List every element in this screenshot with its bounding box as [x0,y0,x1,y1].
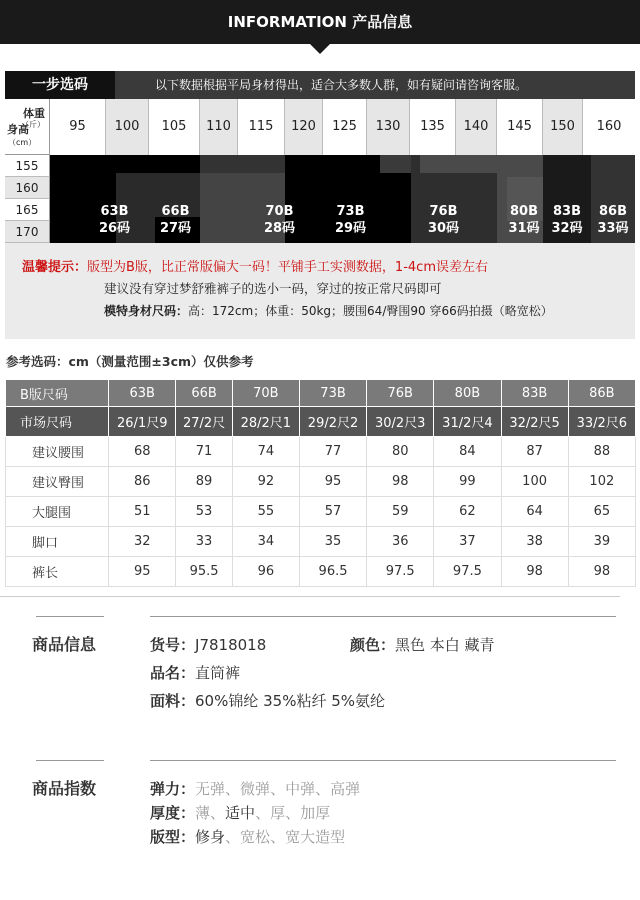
table-cell: 建议臀围 [6,467,109,497]
table-cell: 59 [367,497,434,527]
model-text: 高：172cm；体重：50kg；腰围64/臀围90 穿66码拍摄（略宽松） [188,304,553,318]
size-label-73b [323,203,378,237]
table-cell: 51 [109,497,176,527]
size-waist: 26码 [98,221,131,236]
size-grid [5,99,635,309]
table-cell: 31/2尺4 [434,407,501,437]
product-info-title: 商品信息 [32,635,97,654]
table-cell: 30/2尺3 [367,407,434,437]
size-label-63b [87,203,142,237]
table-cell: 89 [176,467,232,497]
table-cell: 88 [568,437,635,467]
table-cell: 74 [232,437,299,467]
weight-cell: 120 [285,99,323,155]
weight-cell: 105 [149,99,200,155]
table-cell: 62 [434,497,501,527]
table-cell: 96 [232,557,299,587]
size-waist: 29码 [334,221,367,236]
table-cell: 35 [299,527,366,557]
weight-cell: 150 [543,99,583,155]
table-cell: 33/2尺6 [568,407,635,437]
model-info [104,302,553,319]
table-cell: 70B [232,380,299,407]
table-row [6,467,636,497]
divider [36,616,104,617]
height-cell: 155 [5,155,50,177]
divider [36,760,104,761]
table-row [6,557,636,587]
table-cell: 53 [176,497,232,527]
reference-title: 参考选码：cm（测量范围±3cm）仅供参考 [6,354,254,369]
size-waist: 31码 [508,221,540,236]
size-code: 73B [336,204,365,219]
table-cell: 28/2尺1 [232,407,299,437]
table-cell: 市场尺码 [6,407,109,437]
table-header-row [6,380,636,407]
height-cell: 165 [5,199,50,221]
size-selector-panel [5,71,635,339]
table-cell: 77 [299,437,366,467]
size-waist: 27码 [159,221,192,236]
table-cell: 86 [109,467,176,497]
size-waist: 33码 [597,221,629,236]
table-cell: 86B [568,380,635,407]
color-value: 黑色 本白 藏青 [395,636,495,654]
option-selected: 修身 [195,828,226,846]
table-cell: 71 [176,437,232,467]
table-header-row [6,407,636,437]
name-value: 直筒裤 [195,664,241,682]
option: 中弹 [285,780,316,798]
size-code: 86B [599,204,627,219]
table-cell: 34 [232,527,299,557]
weight-cell: 160 [583,99,635,155]
size-code: 63B [100,204,129,219]
table-cell: 102 [568,467,635,497]
table-cell: 32/2尺5 [501,407,568,437]
elastic-index: 弹力：无弹、微弹、中弹、高弹 [150,780,361,798]
size-label-80b [500,203,548,237]
table-cell: 80B [434,380,501,407]
size-block-70b-top [200,155,285,173]
size-label-70b [252,203,307,237]
table-row [6,497,636,527]
option: 高弹 [330,780,361,798]
step-bar [5,71,635,99]
table-cell: 98 [501,557,568,587]
table-cell: 65 [568,497,635,527]
size-code: 83B [553,204,581,219]
table-row [6,527,636,557]
table-cell: 63B [109,380,176,407]
tip-line-1 [22,256,488,275]
weight-unit: （斤） [21,120,45,129]
step-title: 一步选码 [5,71,115,99]
size-label-83b [543,203,591,237]
size-label-66b [148,203,203,237]
table-cell: 84 [434,437,501,467]
option: 宽松 [240,828,271,846]
color-label: 颜色： [350,636,396,654]
thickness-label: 厚度： [150,804,196,822]
option: 微弹 [240,780,271,798]
table-cell: 76B [367,380,434,407]
table-cell: B版尺码 [6,380,109,407]
table-cell: 98 [568,557,635,587]
table-cell: 68 [109,437,176,467]
table-cell: 80 [367,437,434,467]
weight-cell: 135 [410,99,456,155]
option: 厚 [270,804,286,822]
fabric-info [150,690,385,711]
product-index-title: 商品指数 [32,779,97,798]
size-code: 80B [510,204,538,219]
size-code: 66B [161,204,190,219]
step-note: 以下数据根据平局身材得出，适合大多数人群，如有疑问请咨询客服。 [155,78,528,92]
tip-line-2: 建议没有穿过梦舒雅裤子的选小一码，穿过的按正常尺码即可 [104,281,442,296]
divider [150,760,616,761]
size-table [5,379,636,587]
table-cell: 39 [568,527,635,557]
option: 宽大造型 [285,828,346,846]
info-banner [0,0,640,44]
elastic-label: 弹力： [150,780,196,798]
height-unit: （cm） [8,138,37,147]
fit-index: 版型：修身、宽松、宽大造型 [150,828,346,846]
item-label: 货号： [150,636,196,654]
size-waist: 32码 [551,221,583,236]
weight-label: 体重 [23,107,45,120]
table-cell: 33 [176,527,232,557]
weight-cell: 115 [238,99,285,155]
size-block-76b-top [420,155,497,173]
table-cell: 92 [232,467,299,497]
table-cell: 裤长 [6,557,109,587]
weight-cell: 125 [323,99,367,155]
banner-title: INFORMATION 产品信息 [227,13,413,31]
product-name [150,662,240,683]
table-cell: 96.5 [299,557,366,587]
table-cell: 87 [501,437,568,467]
option: 无弹 [195,780,226,798]
size-block-66b-top [116,155,200,173]
table-cell: 83B [501,380,568,407]
weight-cell: 110 [200,99,238,155]
table-cell: 脚口 [6,527,109,557]
option: 加厚 [300,804,331,822]
weight-cell: 100 [106,99,149,155]
thickness-index: 厚度：薄、适中、厚、加厚 [150,804,331,822]
size-label-76b [416,203,471,237]
table-cell: 27/2尺 [176,407,232,437]
size-waist: 28码 [263,221,296,236]
banner-pointer [310,44,330,54]
table-cell: 37 [434,527,501,557]
color-info [350,634,495,655]
height-cell: 170 [5,221,50,243]
table-cell: 95 [109,557,176,587]
model-label: 模特身材尺码： [104,304,189,318]
weight-cell: 95 [50,99,106,155]
divider [150,616,616,617]
height-cell: 160 [5,177,50,199]
height-label: 身高 [7,123,29,136]
table-cell: 36 [367,527,434,557]
table-cell: 73B [299,380,366,407]
table-cell: 97.5 [434,557,501,587]
table-cell: 26/1尺9 [109,407,176,437]
table-cell: 99 [434,467,501,497]
table-cell: 64 [501,497,568,527]
table-cell: 大腿围 [6,497,109,527]
grid-corner [5,99,50,155]
tip-text: 版型为B版，比正常版偏大一码！平铺手工实测数据，1-4cm误差左右 [87,260,488,275]
table-cell: 32 [109,527,176,557]
size-code: 76B [429,204,458,219]
size-code: 70B [265,204,294,219]
weight-cell: 145 [497,99,543,155]
option: 薄 [195,804,211,822]
table-cell: 97.5 [367,557,434,587]
table-cell: 38 [501,527,568,557]
size-label-86b [589,203,637,237]
weight-cell: 130 [367,99,410,155]
weight-cell: 140 [456,99,497,155]
fabric-label: 面料： [150,692,196,710]
table-cell: 55 [232,497,299,527]
table-cell: 95.5 [176,557,232,587]
name-label: 品名： [150,664,196,682]
item-number [150,634,266,655]
table-cell: 95 [299,467,366,497]
weight-header [5,99,635,155]
table-cell: 29/2尺2 [299,407,366,437]
option-selected: 适中 [225,804,256,822]
table-cell: 57 [299,497,366,527]
size-waist: 30码 [427,221,460,236]
item-value: J7818018 [195,636,267,654]
table-cell: 98 [367,467,434,497]
table-row [6,437,636,467]
tip-label: 温馨提示： [22,260,88,275]
table-cell: 建议腰围 [6,437,109,467]
fit-label: 版型： [150,828,196,846]
table-cell: 66B [176,380,232,407]
divider [0,596,620,597]
fabric-value: 60%锦纶 35%粘纤 5%氨纶 [195,692,386,710]
table-cell: 100 [501,467,568,497]
